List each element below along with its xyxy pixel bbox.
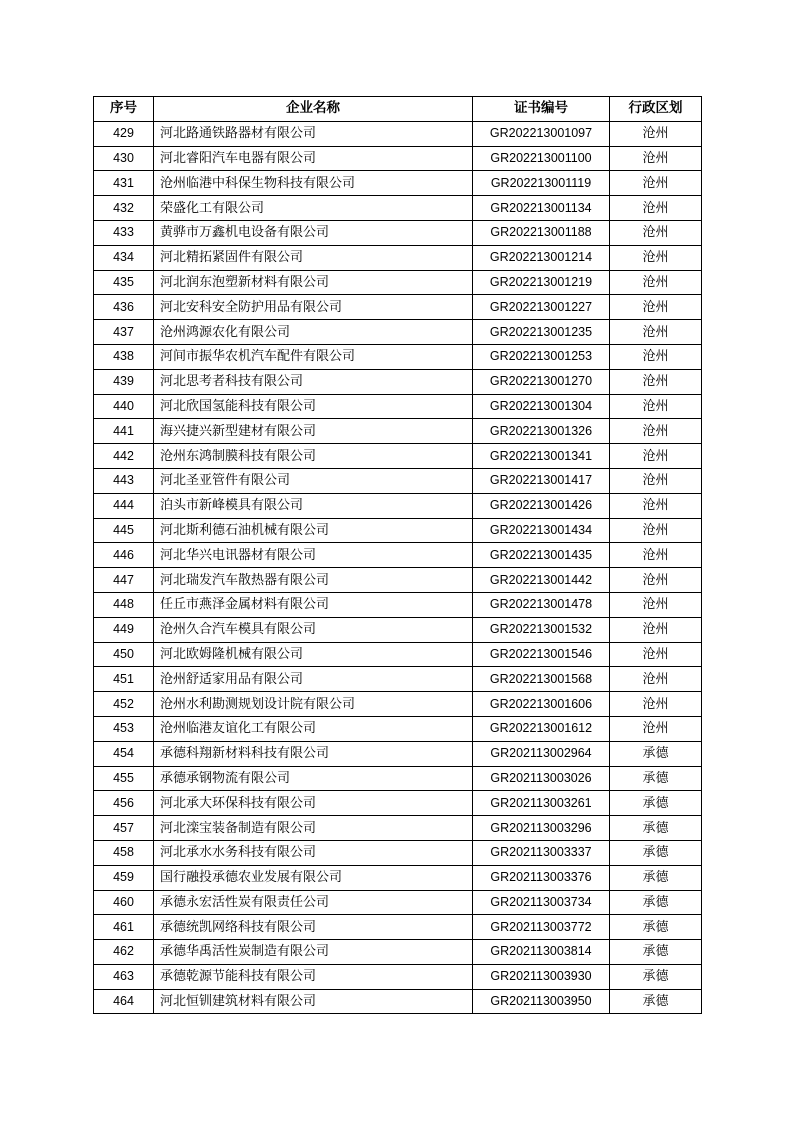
serial-cell: 439 — [94, 369, 154, 394]
serial-cell: 463 — [94, 964, 154, 989]
serial-cell: 460 — [94, 890, 154, 915]
table-row — [94, 220, 702, 245]
company-name-cell: 河北滦宝装备制造有限公司 — [154, 816, 473, 841]
serial-cell: 457 — [94, 816, 154, 841]
certificate-number-cell: GR202213001097 — [473, 121, 610, 146]
table-row — [94, 766, 702, 791]
region-cell: 沧州 — [610, 617, 702, 642]
certificate-number-cell: GR202213001304 — [473, 394, 610, 419]
region-cell: 承德 — [610, 766, 702, 791]
certificate-number-cell: GR202213001270 — [473, 369, 610, 394]
region-cell: 沧州 — [610, 419, 702, 444]
region-cell: 沧州 — [610, 716, 702, 741]
serial-cell: 447 — [94, 568, 154, 593]
table-row — [94, 989, 702, 1014]
company-name-cell: 河北精拓紧固件有限公司 — [154, 245, 473, 270]
certificate-number-cell: GR202213001219 — [473, 270, 610, 295]
certificate-number-cell: GR202213001119 — [473, 171, 610, 196]
region-cell: 承德 — [610, 964, 702, 989]
certificate-number-cell: GR202113003734 — [473, 890, 610, 915]
company-name-cell: 任丘市燕泽金属材料有限公司 — [154, 592, 473, 617]
serial-cell: 448 — [94, 592, 154, 617]
company-name-cell: 黄骅市万鑫机电设备有限公司 — [154, 220, 473, 245]
table-row — [94, 568, 702, 593]
serial-cell: 446 — [94, 543, 154, 568]
table-row — [94, 816, 702, 841]
region-cell: 承德 — [610, 865, 702, 890]
region-cell: 承德 — [610, 840, 702, 865]
header-serial: 序号 — [94, 97, 154, 122]
region-cell: 承德 — [610, 915, 702, 940]
company-name-cell: 承德统凯网络科技有限公司 — [154, 915, 473, 940]
certificate-number-cell: GR202113003930 — [473, 964, 610, 989]
certificate-number-cell: GR202213001214 — [473, 245, 610, 270]
company-name-cell: 沧州鸿源农化有限公司 — [154, 320, 473, 345]
certificate-number-cell: GR202113003026 — [473, 766, 610, 791]
company-name-cell: 海兴捷兴新型建材有限公司 — [154, 419, 473, 444]
table-row — [94, 468, 702, 493]
company-name-cell: 河北欧姆隆机械有限公司 — [154, 642, 473, 667]
certificate-number-cell: GR202213001227 — [473, 295, 610, 320]
region-cell: 沧州 — [610, 146, 702, 171]
company-name-cell: 河北圣亚管件有限公司 — [154, 468, 473, 493]
table-body — [94, 121, 702, 1014]
header-company-name: 企业名称 — [154, 97, 473, 122]
region-cell: 沧州 — [610, 220, 702, 245]
serial-cell: 453 — [94, 716, 154, 741]
region-cell: 沧州 — [610, 493, 702, 518]
company-name-cell: 沧州舒适家用品有限公司 — [154, 667, 473, 692]
table-row — [94, 543, 702, 568]
table-row — [94, 121, 702, 146]
table-row — [94, 617, 702, 642]
certificate-number-cell: GR202213001435 — [473, 543, 610, 568]
table-row — [94, 890, 702, 915]
serial-cell: 434 — [94, 245, 154, 270]
header-region: 行政区划 — [610, 97, 702, 122]
serial-cell: 443 — [94, 468, 154, 493]
certificate-number-cell: GR202113003376 — [473, 865, 610, 890]
header-row — [94, 97, 702, 122]
region-cell: 沧州 — [610, 295, 702, 320]
region-cell: 承德 — [610, 890, 702, 915]
company-name-cell: 河北思考者科技有限公司 — [154, 369, 473, 394]
region-cell: 承德 — [610, 791, 702, 816]
serial-cell: 450 — [94, 642, 154, 667]
certificate-number-cell: GR202213001426 — [473, 493, 610, 518]
certificate-number-cell: GR202113003296 — [473, 816, 610, 841]
certificate-number-cell: GR202213001606 — [473, 692, 610, 717]
table-row — [94, 444, 702, 469]
table-row — [94, 692, 702, 717]
company-name-cell: 河间市振华农机汽车配件有限公司 — [154, 344, 473, 369]
region-cell: 承德 — [610, 741, 702, 766]
serial-cell: 449 — [94, 617, 154, 642]
table-row — [94, 419, 702, 444]
company-name-cell: 河北华兴电讯器材有限公司 — [154, 543, 473, 568]
region-cell: 沧州 — [610, 171, 702, 196]
certificate-number-cell: GR202213001235 — [473, 320, 610, 345]
table-row — [94, 394, 702, 419]
certificate-number-cell: GR202213001134 — [473, 196, 610, 221]
region-cell: 沧州 — [610, 667, 702, 692]
table-row — [94, 791, 702, 816]
region-cell: 沧州 — [610, 245, 702, 270]
certificate-number-cell: GR202213001434 — [473, 518, 610, 543]
company-name-cell: 沧州久合汽车模具有限公司 — [154, 617, 473, 642]
serial-cell: 441 — [94, 419, 154, 444]
certificate-number-cell: GR202113003261 — [473, 791, 610, 816]
table-row — [94, 642, 702, 667]
region-cell: 沧州 — [610, 369, 702, 394]
table-row — [94, 716, 702, 741]
certificate-number-cell: GR202213001253 — [473, 344, 610, 369]
region-cell: 沧州 — [610, 196, 702, 221]
region-cell: 沧州 — [610, 320, 702, 345]
certificate-number-cell: GR202213001532 — [473, 617, 610, 642]
company-name-cell: 河北欣国氢能科技有限公司 — [154, 394, 473, 419]
certificate-number-cell: GR202213001417 — [473, 468, 610, 493]
certificate-number-cell: GR202213001188 — [473, 220, 610, 245]
table-row — [94, 196, 702, 221]
company-name-cell: 河北承大环保科技有限公司 — [154, 791, 473, 816]
serial-cell: 429 — [94, 121, 154, 146]
certificate-number-cell: GR202213001568 — [473, 667, 610, 692]
company-name-cell: 沧州东鸿制膜科技有限公司 — [154, 444, 473, 469]
table-row — [94, 344, 702, 369]
company-name-cell: 荣盛化工有限公司 — [154, 196, 473, 221]
serial-cell: 438 — [94, 344, 154, 369]
company-name-cell: 承德永宏活性炭有限责任公司 — [154, 890, 473, 915]
region-cell: 沧州 — [610, 543, 702, 568]
serial-cell: 459 — [94, 865, 154, 890]
serial-cell: 452 — [94, 692, 154, 717]
table-row — [94, 245, 702, 270]
serial-cell: 440 — [94, 394, 154, 419]
table-row — [94, 295, 702, 320]
region-cell: 沧州 — [610, 592, 702, 617]
company-name-cell: 沧州临港友谊化工有限公司 — [154, 716, 473, 741]
table-row — [94, 865, 702, 890]
table-row — [94, 146, 702, 171]
certificate-number-cell: GR202113003772 — [473, 915, 610, 940]
serial-cell: 464 — [94, 989, 154, 1014]
certificate-number-cell: GR202213001442 — [473, 568, 610, 593]
table-row — [94, 741, 702, 766]
serial-cell: 454 — [94, 741, 154, 766]
table-row — [94, 369, 702, 394]
company-name-cell: 承德乾源节能科技有限公司 — [154, 964, 473, 989]
company-name-cell: 河北斯利德石油机械有限公司 — [154, 518, 473, 543]
certificate-number-cell: GR202113003950 — [473, 989, 610, 1014]
table-row — [94, 493, 702, 518]
certificate-number-cell: GR202213001100 — [473, 146, 610, 171]
serial-cell: 433 — [94, 220, 154, 245]
table-row — [94, 667, 702, 692]
serial-cell: 451 — [94, 667, 154, 692]
company-name-cell: 河北恒钏建筑材料有限公司 — [154, 989, 473, 1014]
company-name-cell: 承德华禹活性炭制造有限公司 — [154, 940, 473, 965]
table-row — [94, 940, 702, 965]
company-name-cell: 河北润东泡塑新材料有限公司 — [154, 270, 473, 295]
table-row — [94, 592, 702, 617]
region-cell: 沧州 — [610, 692, 702, 717]
region-cell: 沧州 — [610, 468, 702, 493]
certificate-number-cell: GR202113002964 — [473, 741, 610, 766]
serial-cell: 444 — [94, 493, 154, 518]
region-cell: 沧州 — [610, 568, 702, 593]
table-row — [94, 915, 702, 940]
serial-cell: 431 — [94, 171, 154, 196]
enterprise-table — [93, 96, 702, 1014]
region-cell: 沧州 — [610, 642, 702, 667]
company-name-cell: 承德承钢物流有限公司 — [154, 766, 473, 791]
region-cell: 沧州 — [610, 518, 702, 543]
company-name-cell: 国行融投承德农业发展有限公司 — [154, 865, 473, 890]
company-name-cell: 泊头市新峰模具有限公司 — [154, 493, 473, 518]
company-name-cell: 河北承水水务科技有限公司 — [154, 840, 473, 865]
serial-cell: 455 — [94, 766, 154, 791]
header-certificate-number: 证书编号 — [473, 97, 610, 122]
serial-cell: 430 — [94, 146, 154, 171]
serial-cell: 458 — [94, 840, 154, 865]
certificate-number-cell: GR202213001546 — [473, 642, 610, 667]
serial-cell: 437 — [94, 320, 154, 345]
certificate-number-cell: GR202213001341 — [473, 444, 610, 469]
company-name-cell: 沧州临港中科保生物科技有限公司 — [154, 171, 473, 196]
certificate-number-cell: GR202213001326 — [473, 419, 610, 444]
company-name-cell: 河北睿阳汽车电器有限公司 — [154, 146, 473, 171]
company-name-cell: 承德科翔新材料科技有限公司 — [154, 741, 473, 766]
region-cell: 承德 — [610, 989, 702, 1014]
table-row — [94, 320, 702, 345]
region-cell: 沧州 — [610, 444, 702, 469]
table-row — [94, 964, 702, 989]
company-name-cell: 河北安科安全防护用品有限公司 — [154, 295, 473, 320]
serial-cell: 445 — [94, 518, 154, 543]
certificate-number-cell: GR202213001478 — [473, 592, 610, 617]
region-cell: 沧州 — [610, 121, 702, 146]
serial-cell: 442 — [94, 444, 154, 469]
table-row — [94, 518, 702, 543]
region-cell: 承德 — [610, 816, 702, 841]
serial-cell: 432 — [94, 196, 154, 221]
table-row — [94, 840, 702, 865]
region-cell: 沧州 — [610, 394, 702, 419]
serial-cell: 436 — [94, 295, 154, 320]
certificate-number-cell: GR202213001612 — [473, 716, 610, 741]
region-cell: 沧州 — [610, 344, 702, 369]
serial-cell: 435 — [94, 270, 154, 295]
company-name-cell: 沧州水利勘测规划设计院有限公司 — [154, 692, 473, 717]
table-row — [94, 270, 702, 295]
certificate-number-cell: GR202113003814 — [473, 940, 610, 965]
certificate-number-cell: GR202113003337 — [473, 840, 610, 865]
company-name-cell: 河北瑞发汽车散热器有限公司 — [154, 568, 473, 593]
table-row — [94, 171, 702, 196]
serial-cell: 462 — [94, 940, 154, 965]
region-cell: 沧州 — [610, 270, 702, 295]
serial-cell: 461 — [94, 915, 154, 940]
region-cell: 承德 — [610, 940, 702, 965]
serial-cell: 456 — [94, 791, 154, 816]
company-name-cell: 河北路通铁路器材有限公司 — [154, 121, 473, 146]
